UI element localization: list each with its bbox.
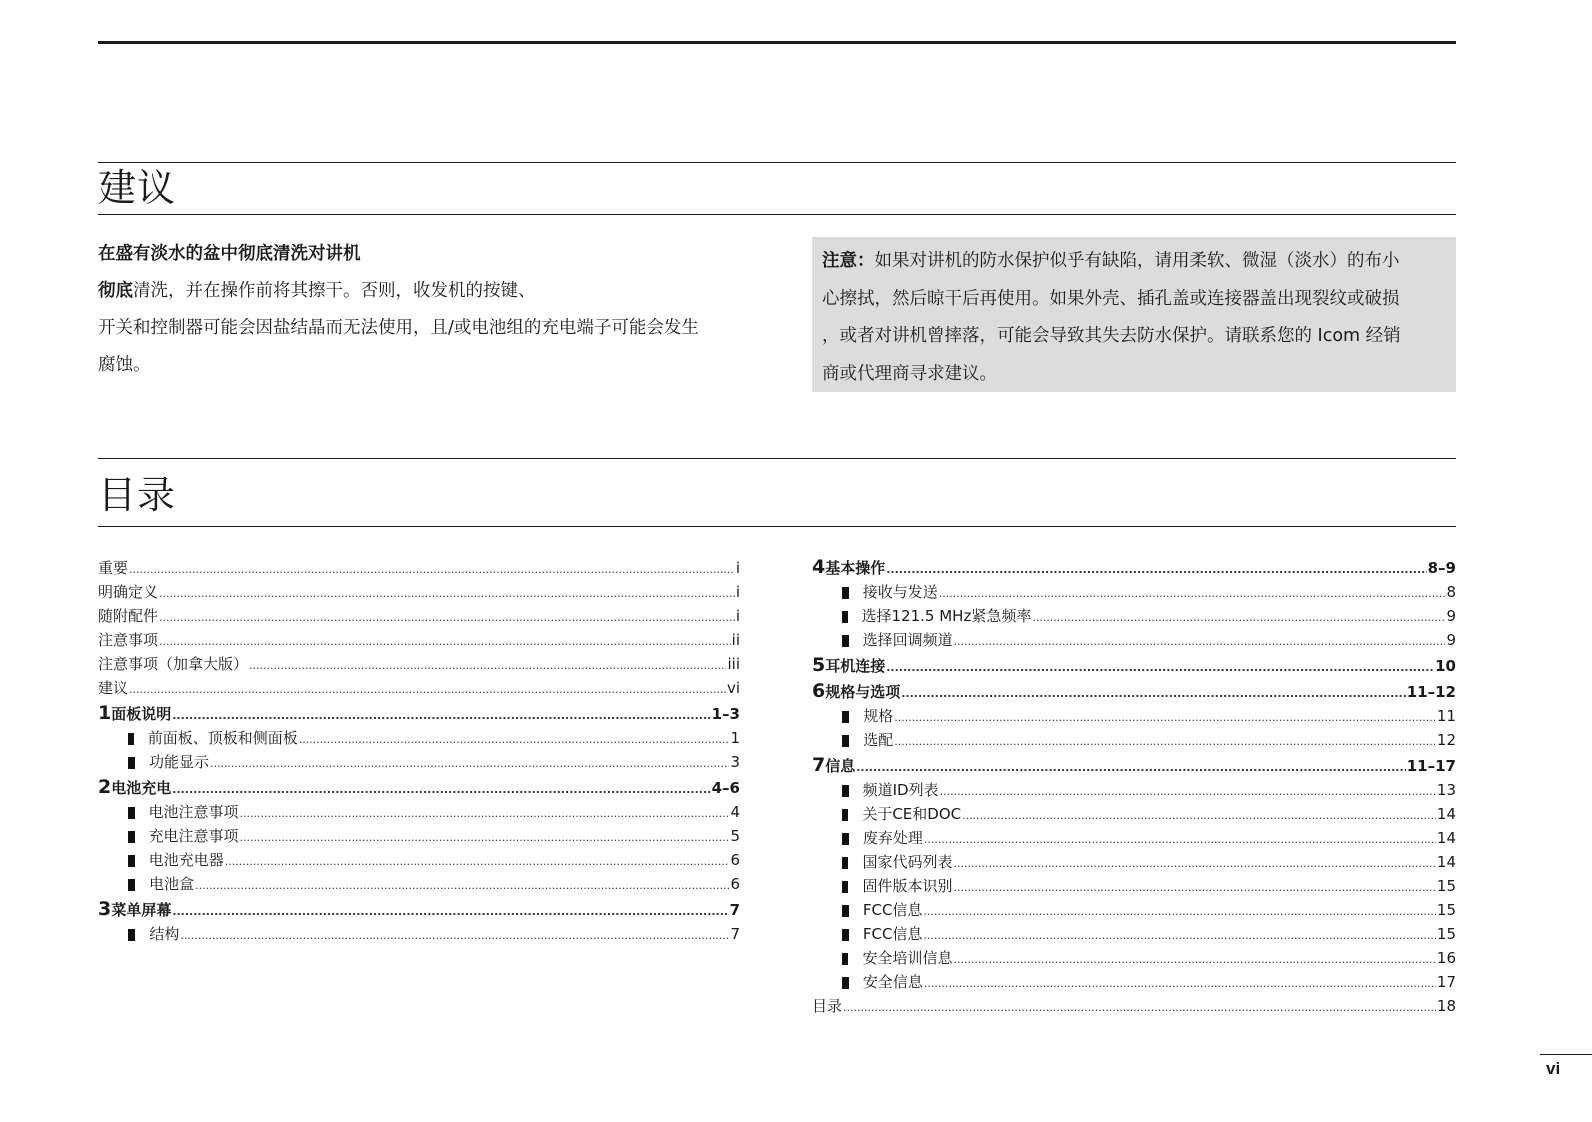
square-bullet-icon [842,977,849,989]
toc-entry-page: 8 [1446,583,1456,601]
square-bullet-icon [842,905,849,917]
square-bullet-icon [842,881,848,893]
dot-leader [129,678,726,702]
toc-entry-label: 耳机连接 [825,657,886,675]
toc-entry-label: 电池注意事项 [148,803,239,821]
toc-entry-label: 频道ID列表 [862,781,939,799]
toc-entry-label: 面板说明 [111,705,172,723]
toc-sub-row[interactable] [98,824,740,848]
toc-entry-page: 16 [1436,949,1456,967]
dot-leader [953,852,1435,876]
toc-chapter-row[interactable] [812,678,1456,704]
dot-leader [924,972,1436,996]
toc-entry-page: ii [731,631,740,649]
toc-entry-page: i [735,583,740,601]
toc-right-column [812,554,1456,1018]
note-line-1-rest: 如果对讲机的防水保护似乎有缺陷，请用柔软、微湿（淡水）的布小 [874,251,1400,271]
toc-entry-page: 7 [729,901,740,919]
toc-sub-row[interactable] [812,850,1456,874]
toc-entry-page: 17 [1436,973,1456,991]
square-bullet-icon [842,953,848,965]
toc-entry-page: 7 [730,925,740,943]
advice-line-2: 开关和控制器可能会因盐结晶而无法使用，且/或电池组的充电端子可能会发生 [98,318,699,338]
toc-entry-page: vi [726,679,740,697]
toc-entry-page: 1 [730,729,740,747]
square-bullet-icon [128,807,135,819]
dot-leader [159,606,735,630]
toc-entry-label: 结构 [149,925,180,943]
toc-title: 目录 [98,473,177,517]
toc-entry-page: 12 [1436,731,1456,749]
advice-line-3: 腐蚀。 [98,355,151,375]
square-bullet-icon [842,587,849,599]
toc-entry-label: 随附配件 [98,607,159,625]
toc-chapter-row[interactable] [812,652,1456,678]
toc-entry-page: 6 [730,851,740,869]
toc-entry-row[interactable] [98,556,740,580]
toc-chapter-number: 7 [812,754,826,776]
page-number: vi [1540,1054,1592,1079]
toc-entry-page: 10 [1435,657,1456,675]
dot-leader [210,752,730,776]
toc-entry-page: 18 [1436,997,1456,1015]
toc-entry-label: 安全培训信息 [862,949,953,967]
dot-leader [180,924,729,948]
dot-leader [894,706,1436,730]
toc-entry-page: 4–6 [711,779,740,797]
toc-entry-label: 选择回调频道 [862,631,953,649]
toc-entry-page: 14 [1436,805,1456,823]
advice-bold-word: 彻底 [98,281,133,301]
toc-entry-page: 11–17 [1406,757,1456,775]
toc-entry-label: 规格 [863,707,894,725]
dot-leader [886,557,1426,583]
square-bullet-icon [128,733,134,745]
dot-leader [901,681,1406,707]
dot-leader [195,874,729,898]
dot-leader [894,730,1436,754]
toc-entry-label: 选择121.5 MHz紧急频率 [861,607,1032,625]
toc-entry-page: 5 [730,827,740,845]
toc-entry-label: 电池充电器 [148,851,224,869]
toc-entry-label: 注意事项（加拿大版） [98,655,249,673]
toc-entry-label: 规格与选项 [825,683,901,701]
square-bullet-icon [842,809,848,821]
advice-text [98,236,748,384]
dot-leader [240,802,730,826]
toc-chapter-number: 3 [98,898,112,920]
toc-sub-row[interactable] [98,726,740,750]
toc-entry-row[interactable] [98,652,740,676]
toc-entry-page: 9 [1446,631,1456,649]
toc-chapter-number: 4 [812,556,826,578]
square-bullet-icon [842,833,849,845]
dot-leader [962,804,1436,828]
dot-leader [953,876,1435,900]
toc-sub-row[interactable] [98,800,740,824]
toc-entry-page: iii [727,655,740,673]
dot-leader [159,630,731,654]
square-bullet-icon [842,785,849,797]
toc-entry-label: 菜单屏幕 [111,901,172,919]
toc-sub-row[interactable] [98,848,740,872]
toc-chapter-row[interactable] [98,700,740,726]
square-bullet-icon [128,929,135,941]
toc-entry-page: 13 [1436,781,1456,799]
dot-leader [299,728,730,752]
recommend-title: 建议 [98,166,177,210]
note-line-2: 心擦拭，然后晾干后再使用。如果外壳、插孔盖或连接器盖出现裂纹或破损 [822,288,1400,309]
toc-entry-page: 8–9 [1427,559,1456,577]
toc-sub-row[interactable] [812,922,1456,946]
toc-entry-label: 重要 [98,559,129,577]
square-bullet-icon [128,855,135,867]
toc-chapter-number: 6 [812,680,826,702]
square-bullet-icon [128,879,135,891]
toc-entry-page: 15 [1436,925,1456,943]
top-rule [98,41,1456,44]
toc-entry-label: 固件版本识别 [862,877,953,895]
dot-leader [856,755,1406,781]
square-bullet-icon [128,831,135,843]
dot-leader [939,582,1446,606]
note-line-1 [822,243,1446,281]
toc-chapter-number: 5 [812,654,826,676]
toc-chapter-number: 2 [98,776,112,798]
toc-entry-label: FCC信息 [862,925,923,943]
toc-entry-label: 选配 [863,731,894,749]
dot-leader [924,828,1436,852]
toc-entry-label: 废弃处理 [862,829,923,847]
toc-entry-row[interactable] [98,604,740,628]
dot-leader [940,780,1436,804]
dot-leader [886,655,1434,681]
dot-leader [172,899,728,925]
dot-leader [954,630,1446,654]
dot-leader [953,948,1435,972]
toc-entry-label: 电池盒 [149,875,195,893]
square-bullet-icon [842,735,849,747]
toc-entry-page: 15 [1436,877,1456,895]
toc-entry-label: 关于CE和DOC [862,805,962,823]
toc-section-header [98,458,1456,527]
toc-sub-row[interactable] [812,898,1456,922]
toc-entry-page: 1–3 [711,705,740,723]
toc-sub-row[interactable] [812,728,1456,752]
toc-chapter-row[interactable] [812,554,1456,580]
toc-entry-page: 3 [730,753,740,771]
toc-entry-page: 11 [1436,707,1456,725]
dot-leader [843,996,1436,1020]
toc-entry-label: 前面板、顶板和侧面板 [147,729,298,747]
square-bullet-icon [128,757,135,769]
toc-entry-label: 功能显示 [148,753,209,771]
toc-sub-row[interactable] [812,946,1456,970]
toc-entry-page: i [735,559,740,577]
toc-sub-row[interactable] [812,580,1456,604]
toc-sub-row[interactable] [812,970,1456,994]
toc-entry-row[interactable] [98,676,740,700]
toc-entry-label: 信息 [825,757,856,775]
toc-sub-row[interactable] [812,604,1456,628]
dot-leader [172,777,710,803]
toc-chapter-row[interactable] [98,774,740,800]
note-line-3: ，或者对讲机曾摔落，可能会导致其失去防水保护。请联系您的 Icom 经销 [822,326,1401,346]
toc-sub-row[interactable] [812,802,1456,826]
square-bullet-icon [842,929,849,941]
toc-entry-label: 充电注意事项 [148,827,239,845]
toc-entry-label: 明确定义 [98,583,159,601]
toc-entry-page: i [735,607,740,625]
toc-entry-label: 基本操作 [825,559,886,577]
toc-entry-row[interactable] [98,580,740,604]
dot-leader [249,654,726,678]
dot-leader [923,924,1435,948]
toc-entry-label: 安全信息 [862,973,923,991]
square-bullet-icon [842,611,848,623]
toc-entry-label: 注意事项 [98,631,159,649]
toc-entry-label: 接收与发送 [862,583,938,601]
advice-heading: 在盛有淡水的盆中彻底清洗对讲机 [98,244,361,264]
dot-leader [129,558,735,582]
square-bullet-icon [842,857,848,869]
square-bullet-icon [842,635,849,647]
toc-sub-row[interactable] [812,704,1456,728]
toc-sub-row[interactable] [98,750,740,774]
advice-line-1-rest: 清洗，并在操作前将其擦干。否则，收发机的按键、 [133,281,536,301]
toc-entry-label: 电池充电 [111,779,172,797]
toc-entry-page: 6 [730,875,740,893]
toc-entry-page: 14 [1436,853,1456,871]
toc-sub-row[interactable] [98,922,740,946]
toc-chapter-row[interactable] [98,896,740,922]
dot-leader [225,850,730,874]
recommend-section-header [98,162,1456,215]
note-line-4: 商或代理商寻求建议。 [822,363,997,384]
toc-entry-page: 15 [1436,901,1456,919]
toc-sub-row[interactable] [98,872,740,896]
note-lead: 注意： [822,251,875,271]
dot-leader [159,582,735,606]
toc-chapter-number: 1 [98,702,112,724]
square-bullet-icon [842,711,849,723]
toc-entry-label: 建议 [98,679,129,697]
advice-line-1 [98,273,748,310]
toc-left-column [98,556,740,946]
toc-entry-page: 11–12 [1406,683,1456,701]
dot-leader [240,826,730,850]
dot-leader [1032,606,1445,630]
dot-leader [923,900,1435,924]
toc-entry-page: 9 [1446,607,1456,625]
toc-entry-row[interactable] [812,994,1456,1018]
toc-sub-row[interactable] [812,628,1456,652]
toc-sub-row[interactable] [812,874,1456,898]
caution-note-box [812,237,1456,392]
toc-entry-page: 14 [1436,829,1456,847]
toc-sub-row[interactable] [812,778,1456,802]
toc-entry-page: 4 [730,803,740,821]
toc-chapter-row[interactable] [812,752,1456,778]
toc-entry-label: 目录 [812,997,843,1015]
toc-entry-label: 国家代码列表 [862,853,953,871]
toc-entry-label: FCC信息 [862,901,923,919]
toc-sub-row[interactable] [812,826,1456,850]
toc-entry-row[interactable] [98,628,740,652]
